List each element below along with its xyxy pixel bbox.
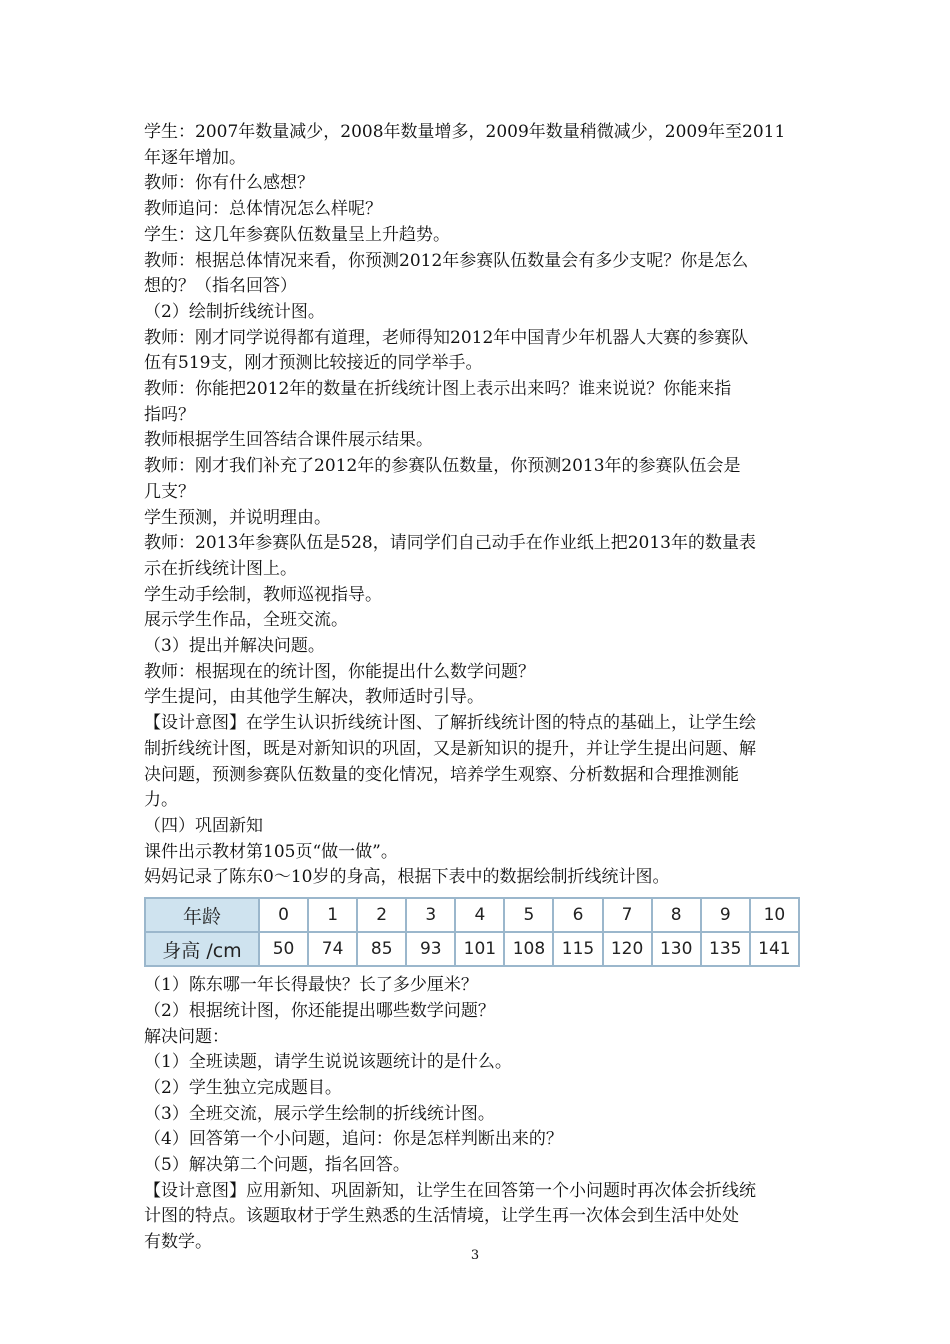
- paragraph-line: 教师：根据总体情况来看，你预测2012年参赛队伍数量会有多少支呢？你是怎么: [144, 250, 749, 271]
- paragraph-line: 年逐年增加。: [144, 147, 246, 168]
- paragraph-line: 指吗？: [144, 404, 195, 425]
- table-cell-age: 1: [308, 898, 357, 932]
- table-cell-age: 0: [259, 898, 308, 932]
- paragraph-line: （2）根据统计图，你还能提出哪些数学问题？: [144, 1000, 495, 1021]
- table-cell-height: 120: [603, 932, 652, 966]
- table-cell-age: 7: [603, 898, 652, 932]
- paragraph-line: 教师：刚才同学说得都有道理，老师得知2012年中国青少年机器人大赛的参赛队: [144, 327, 749, 348]
- table-cell-age: 4: [455, 898, 504, 932]
- table-cell-height: 50: [259, 932, 308, 966]
- paragraph-line: （4）回答第一个小问题，追问：你是怎样判断出来的？: [144, 1129, 563, 1150]
- paragraph-line: （3）提出并解决问题。: [144, 636, 325, 657]
- paragraph-line: 妈妈记录了陈东0～10岁的身高，根据下表中的数据绘制折线统计图。: [144, 867, 670, 888]
- table-row-label-age: 年龄: [145, 898, 259, 932]
- paragraph-line: （2）学生独立完成题目。: [144, 1077, 342, 1098]
- paragraph-line: 课件出示教材第105页“做一做”。: [144, 841, 398, 862]
- table-cell-age: 8: [652, 898, 701, 932]
- page-number: 3: [470, 1248, 480, 1263]
- paragraph-line: 解决问题：: [144, 1026, 229, 1047]
- paragraph-line: （四）巩固新知: [144, 815, 263, 836]
- table-cell-height: 135: [701, 932, 750, 966]
- table-cell-height: 74: [308, 932, 357, 966]
- paragraph-line: （5）解决第二个问题，指名回答。: [144, 1155, 410, 1176]
- paragraph-line: 有数学。: [144, 1232, 212, 1253]
- table-cell-height: 85: [357, 932, 406, 966]
- paragraph-line: 学生：2007年数量减少，2008年数量增多，2009年数量稍微减少，2009年至2011: [144, 122, 786, 142]
- paragraph-line: 教师：刚才我们补充了2012年的参赛队伍数量，你预测2013年的参赛队伍会是: [144, 456, 741, 477]
- table-cell-height: 115: [553, 932, 602, 966]
- table-cell-height: 141: [750, 932, 799, 966]
- paragraph-line: 计图的特点。该题取材于学生熟悉的生活情境，让学生再一次体会到生活中处处: [144, 1206, 739, 1227]
- paragraph-line: 决问题，预测参赛队伍数量的变化情况，培养学生观察、分析数据和合理推测能: [144, 764, 739, 785]
- table-cell-height: 108: [504, 932, 553, 966]
- paragraph-line: 想的？（指名回答）: [144, 276, 297, 297]
- paragraph-line: （1）全班读题，请学生说说该题统计的是什么。: [144, 1052, 512, 1073]
- paragraph-line: 伍有519支，刚才预测比较接近的同学举手。: [144, 353, 483, 374]
- text-block-after-table: [144, 973, 814, 1256]
- document-body: [144, 120, 814, 1256]
- table-cell-age: 10: [750, 898, 799, 932]
- paragraph-line: 【设计意图】在学生认识折线统计图、了解折线统计图的特点的基础上，让学生绘: [144, 713, 756, 734]
- table-cell-age: 9: [701, 898, 750, 932]
- paragraph-line: （2）绘制折线统计图。: [144, 301, 325, 322]
- text-block-before-table: [144, 120, 814, 891]
- paragraph-line: 学生动手绘制，教师巡视指导。: [144, 584, 382, 605]
- paragraph-line: 教师：2013年参赛队伍是528，请同学们自己动手在作业纸上把2013年的数量表: [144, 533, 756, 554]
- paragraph-line: 教师：你能把2012年的数量在折线统计图上表示出来吗？谁来说说？你能来指: [144, 379, 732, 400]
- table-row-age: [145, 898, 799, 932]
- height-table-container: [144, 897, 800, 967]
- paragraph-line: 学生：这几年参赛队伍数量呈上升趋势。: [144, 224, 450, 245]
- height-table: [144, 897, 800, 967]
- paragraph-line: （1）陈东哪一年长得最快？长了多少厘米？: [144, 975, 478, 996]
- table-cell-age: 2: [357, 898, 406, 932]
- paragraph-line: （3）全班交流，展示学生绘制的折线统计图。: [144, 1103, 495, 1124]
- paragraph-line: 教师根据学生回答结合课件展示结果。: [144, 430, 433, 451]
- table-cell-height: 130: [652, 932, 701, 966]
- table-cell-age: 3: [406, 898, 455, 932]
- table-cell-age: 6: [553, 898, 602, 932]
- paragraph-line: 学生提问，由其他学生解决，教师适时引导。: [144, 687, 484, 708]
- paragraph-line: 力。: [144, 790, 178, 811]
- paragraph-line: 教师：根据现在的统计图，你能提出什么数学问题？: [144, 661, 535, 682]
- paragraph-line: 教师：你有什么感想？: [144, 173, 314, 194]
- paragraph-line: 几支？: [144, 481, 195, 502]
- paragraph-line: 示在折线统计图上。: [144, 558, 297, 579]
- table-cell-height: 93: [406, 932, 455, 966]
- table-row-height: [145, 932, 799, 966]
- paragraph-line: 学生预测，并说明理由。: [144, 507, 331, 528]
- paragraph-line: 【设计意图】应用新知、巩固新知，让学生在回答第一个小问题时再次体会折线统: [144, 1180, 756, 1201]
- table-row-label-height: 身高 /cm: [145, 932, 259, 966]
- table-cell-age: 5: [504, 898, 553, 932]
- table-cell-height: 101: [455, 932, 504, 966]
- paragraph-line: 制折线统计图，既是对新知识的巩固，又是新知识的提升，并让学生提出问题、解: [144, 738, 756, 759]
- paragraph-line: 展示学生作品，全班交流。: [144, 610, 348, 631]
- paragraph-line: 教师追问：总体情况怎么样呢？: [144, 199, 382, 220]
